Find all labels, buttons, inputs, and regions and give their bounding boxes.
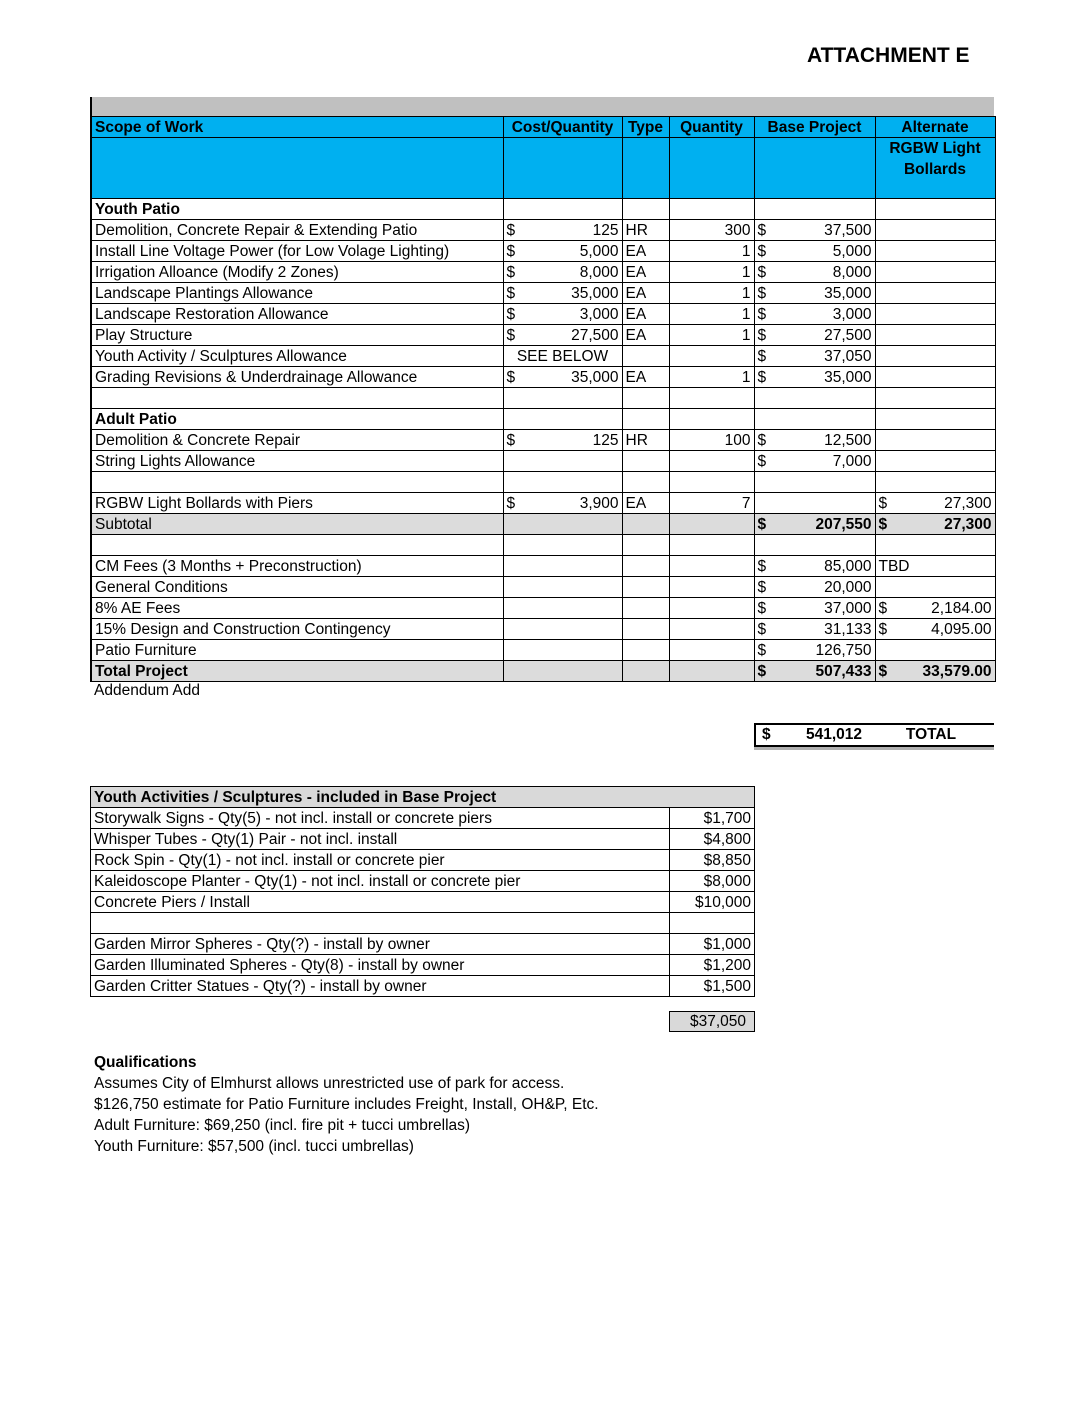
table-row: Landscape Restoration Allowance $ 3,000 EA 1 $ 3,000: [91, 304, 995, 325]
qualification-line: Adult Furniture: $69,250 (incl. fire pit + tucci umbrellas): [94, 1117, 471, 1134]
section-adult-patio: Adult Patio: [91, 409, 995, 430]
table-row: Install Line Voltage Power (for Low Volage Lighting) $ 5,000 EA 1 $ 5,000: [91, 241, 995, 262]
subtotal-row: Subtotal $ 207,550 $ 27,300: [91, 514, 995, 535]
document-title: ATTACHMENT E: [807, 44, 970, 67]
col-base-project: Base Project: [754, 117, 875, 138]
table-row: 8% AE Fees $ 37,000 $ 2,184.00: [91, 598, 995, 619]
blank-row: [91, 472, 995, 493]
col-alternate-sub: RGBW Light Bollards: [875, 138, 995, 199]
list-item: Garden Mirror Spheres - Qty(?) - install by owner $1,000: [91, 934, 755, 955]
list-item: Concrete Piers / Install $10,000: [91, 892, 755, 913]
table-row-bollards: RGBW Light Bollards with Piers $ 3,900 EA 7 $ 27,300: [91, 493, 995, 514]
table-row: Landscape Plantings Allowance $ 35,000 EA 1 $ 35,000: [91, 283, 995, 304]
section-youth-patio: Youth Patio: [91, 199, 995, 220]
qualifications: [94, 1052, 599, 1157]
grand-total-box: $ 541,012 TOTAL: [754, 723, 994, 747]
list-item: Rock Spin - Qty(1) - not incl. install or concrete pier $8,850: [91, 850, 755, 871]
list-item: Storywalk Signs - Qty(5) - not incl. install or concrete piers $1,700: [91, 808, 755, 829]
youth-activities-total: $37,050: [669, 1011, 755, 1032]
table-row: General Conditions $ 20,000: [91, 577, 995, 598]
qualifications-title: Qualifications: [94, 1054, 197, 1071]
youth-activities-header: Youth Activities / Sculptures - included in Base Project: [91, 787, 755, 808]
table-row: Patio Furniture $ 126,750: [91, 640, 995, 661]
col-alternate: Alternate: [875, 117, 995, 138]
qualification-line: Assumes City of Elmhurst allows unrestricted use of park for access.: [94, 1075, 565, 1092]
table-header-row: [91, 117, 995, 138]
table-header-subrow: [91, 138, 995, 199]
blank-row: [91, 535, 995, 556]
list-item: Kaleidoscope Planter - Qty(1) - not incl. install or concrete pier $8,000: [91, 871, 755, 892]
table-row: Demolition & Concrete Repair $ 125 HR 100 $ 12,500: [91, 430, 995, 451]
grand-total-amount: 541,012: [805, 726, 862, 743]
table-row: Irrigation Alloance (Modify 2 Zones) $ 8,000 EA 1 $ 8,000: [91, 262, 995, 283]
table-row: CM Fees (3 Months + Preconstruction) $ 85,000 TBD: [91, 556, 995, 577]
blank-row: [91, 388, 995, 409]
list-item: Garden Illuminated Spheres - Qty(8) - install by owner $1,200: [91, 955, 755, 976]
table-row: Youth Activity / Sculptures Allowance SEE BELOW $ 37,050: [91, 346, 995, 367]
col-cost-quantity: Cost/Quantity: [503, 117, 622, 138]
blank-row: [91, 913, 755, 934]
header-gray-bar: [90, 97, 994, 116]
total-project-row: Total Project $ 507,433 $ 33,579.00: [91, 661, 995, 682]
table-row: String Lights Allowance $ 7,000: [91, 451, 995, 472]
qualification-line: $126,750 estimate for Patio Furniture includes Freight, Install, OH&P, Etc.: [94, 1096, 599, 1113]
table-row: 15% Design and Construction Contingency $ 31,133 $ 4,095.00: [91, 619, 995, 640]
qualification-line: Youth Furniture: $57,500 (incl. tucci umbrellas): [94, 1138, 414, 1155]
list-item: Garden Critter Statues - Qty(?) - install by owner $1,500: [91, 976, 755, 997]
col-scope: Scope of Work: [91, 117, 503, 138]
addendum-label: Addendum Add: [94, 682, 201, 699]
col-quantity: Quantity: [669, 117, 754, 138]
col-type: Type: [622, 117, 669, 138]
scope-of-work-table: [90, 116, 996, 682]
table-row: Demolition, Concrete Repair & Extending Patio $ 125 HR 300 $ 37,500: [91, 220, 995, 241]
list-item: Whisper Tubes - Qty(1) Pair - not incl. install $4,800: [91, 829, 755, 850]
grand-total-label: TOTAL: [905, 726, 957, 743]
table-row: Play Structure $ 27,500 EA 1 $ 27,500: [91, 325, 995, 346]
table-row: Grading Revisions & Underdrainage Allowance $ 35,000 EA 1 $ 35,000: [91, 367, 995, 388]
youth-activities-table: [90, 786, 755, 997]
